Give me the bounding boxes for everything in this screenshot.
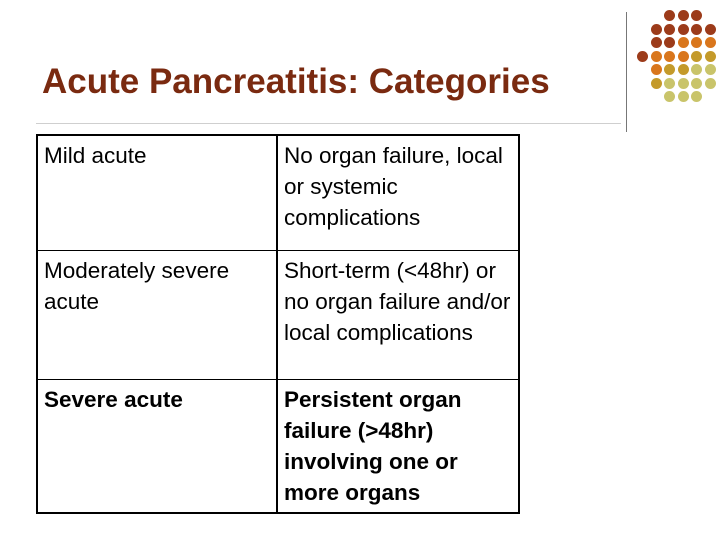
decorative-dot bbox=[651, 24, 662, 35]
table-row bbox=[37, 251, 519, 380]
decorative-dot bbox=[651, 64, 662, 75]
decorative-dot bbox=[705, 24, 716, 35]
category-cell: Moderately severe acute bbox=[37, 251, 277, 380]
decorative-dot bbox=[705, 78, 716, 89]
decorative-dot bbox=[678, 78, 689, 89]
decorative-dot bbox=[664, 37, 675, 48]
decorative-dot bbox=[705, 64, 716, 75]
decorative-dot bbox=[651, 37, 662, 48]
decorative-dot-grid bbox=[637, 10, 712, 110]
decorative-dot bbox=[691, 78, 702, 89]
category-cell: Mild acute bbox=[37, 135, 277, 251]
decorative-dot bbox=[691, 91, 702, 102]
title-divider bbox=[36, 123, 621, 124]
description-cell: Short-term (<48hr) or no organ failure and/or local complications bbox=[277, 251, 519, 380]
decorative-dot bbox=[664, 24, 675, 35]
decorative-dot bbox=[651, 78, 662, 89]
slide-title: Acute Pancreatitis: Categories bbox=[42, 62, 550, 101]
decorative-dot bbox=[678, 64, 689, 75]
decorative-dot bbox=[691, 10, 702, 21]
decorative-dot bbox=[678, 91, 689, 102]
decorative-dot bbox=[678, 24, 689, 35]
categories-table bbox=[36, 134, 520, 514]
decorative-dot bbox=[678, 10, 689, 21]
decorative-dot bbox=[705, 51, 716, 62]
decorative-dot bbox=[678, 37, 689, 48]
decorative-dot bbox=[664, 78, 675, 89]
decorative-dot bbox=[651, 51, 662, 62]
decorative-dot bbox=[691, 24, 702, 35]
table-row bbox=[37, 380, 519, 514]
category-cell: Severe acute bbox=[37, 380, 277, 514]
decorative-dot bbox=[664, 64, 675, 75]
decorative-dot bbox=[705, 37, 716, 48]
decorative-dot bbox=[691, 37, 702, 48]
description-cell: No organ failure, local or systemic complications bbox=[277, 135, 519, 251]
decorative-dot bbox=[691, 64, 702, 75]
description-cell: Persistent organ failure (>48hr) involving one or more organs bbox=[277, 380, 519, 514]
decorative-dot bbox=[637, 51, 648, 62]
vertical-divider bbox=[626, 12, 627, 132]
decorative-dot bbox=[678, 51, 689, 62]
decorative-dot bbox=[691, 51, 702, 62]
decorative-dot bbox=[664, 51, 675, 62]
decorative-dot bbox=[664, 10, 675, 21]
decorative-dot bbox=[664, 91, 675, 102]
table-row bbox=[37, 135, 519, 251]
